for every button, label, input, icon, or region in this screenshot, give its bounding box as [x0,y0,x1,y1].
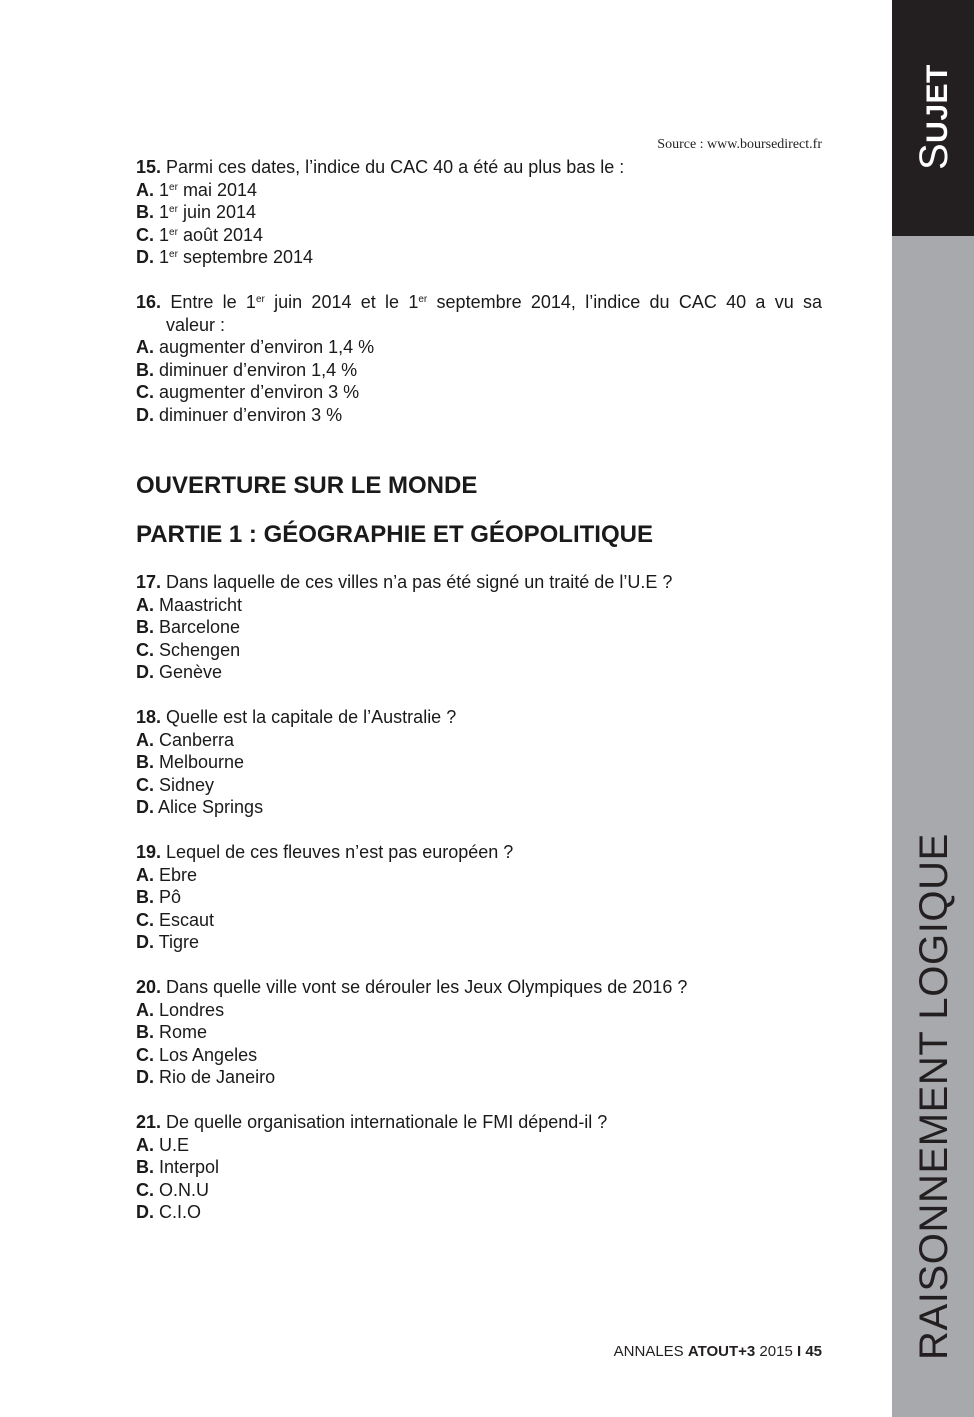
footer-brand: ATOUT+3 [687,1343,756,1360]
option-d: D. Rio de Janeiro [136,1067,276,1087]
question-17 [136,571,822,684]
question-18 [136,706,822,819]
option-b: B. Melbourne [136,752,245,772]
option-b: B. Barcelone [136,617,241,637]
question-20 [136,976,822,1089]
option-a: A. augmenter d’environ 1,4 % [136,337,375,357]
page-footer [614,1343,822,1360]
option-a: A. 1er mai 2014 [136,179,257,200]
question-16 [136,291,822,426]
footer-separator: I [796,1343,802,1360]
option-c: C. Escaut [136,909,215,930]
option-d: D. diminuer d’environ 3 % [136,404,343,425]
option-a: A. Canberra [136,729,235,750]
option-c: C. augmenter d’environ 3 % [136,382,360,402]
question-19 [136,841,822,954]
question-stem: 15. Parmi ces dates, l’indice du CAC 40 a été au plus bas le : [136,157,625,177]
question-stem-continued: valeur : [166,314,226,335]
section-heading: OUVERTURE SUR LE MONDE [136,472,478,499]
option-d: D. Genève [136,662,223,682]
option-a: A. Maastricht [136,594,243,615]
option-a: A. U.E [136,1134,190,1155]
option-a: A. Londres [136,999,225,1020]
footer-year: 2015 [759,1343,793,1360]
source-note: Source : www.boursedirect.fr [657,137,822,152]
question-stem: 16. Entre le 1er juin 2014 et le 1er septembre 2014, l’indice du CAC 40 a vu sa [136,292,822,312]
option-d: D. Alice Springs [136,797,264,817]
question-stem: 20. Dans quelle ville vont se dérouler les Jeux Olympiques de 2016 ? [136,977,688,997]
question-stem: 17. Dans laquelle de ces villes n’a pas été signé un traité de l’U.E ? [136,572,673,592]
option-b: B. Interpol [136,1157,220,1177]
option-a: A. Ebre [136,864,198,885]
option-c: C. 1er août 2014 [136,224,264,245]
option-b: B. Rome [136,1022,208,1042]
part-heading: PARTIE 1 : GÉOGRAPHIE ET GÉOPOLITIQUE [136,521,653,548]
option-d: D. 1er septembre 2014 [136,247,314,267]
side-label-raisonnement-logique: RAISONNEMENT LOGIQUE [912,833,956,1360]
page-number: 45 [805,1343,822,1360]
question-stem: 18. Quelle est la capitale de l’Australie ? [136,707,457,727]
option-c: C. O.N.U [136,1179,210,1200]
option-d: D. C.I.O [136,1202,202,1222]
option-c: C. Los Angeles [136,1044,258,1065]
option-b: B. Pô [136,887,182,907]
option-b: B. diminuer d’environ 1,4 % [136,359,358,380]
question-15 [136,156,822,269]
option-c: C. Schengen [136,639,241,660]
footer-annales: ANNALES [613,1343,684,1360]
option-d: D. Tigre [136,932,200,952]
option-b: B. 1er juin 2014 [136,202,257,222]
question-stem: 19. Lequel de ces fleuves n’est pas européen ? [136,842,514,862]
side-label-sujet: SUJET [912,64,956,170]
option-c: C. Sidney [136,774,215,795]
question-21 [136,1111,822,1224]
question-stem: 21. De quelle organisation internationale le FMI dépend-il ? [136,1112,608,1132]
